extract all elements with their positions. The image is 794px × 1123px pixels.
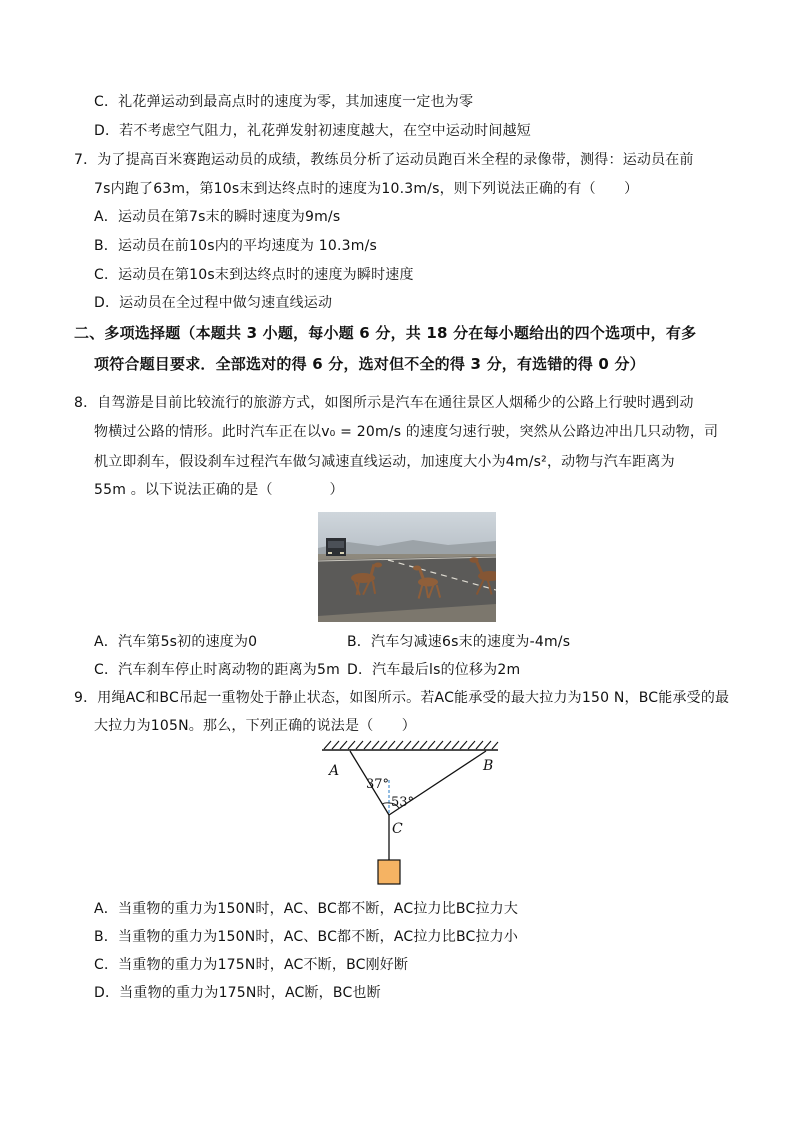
label-c: C xyxy=(392,821,403,837)
q7-option-b: B．运动员在前10s内的平均速度为 10.3m/s xyxy=(94,238,377,254)
q7-option-d: D．运动员在全过程中做匀速直线运动 xyxy=(94,295,333,311)
angle-right-label: 53° xyxy=(391,795,415,810)
q9-option-a: A．当重物的重力为150N时，AC、BC都不断，AC拉力比BC拉力大 xyxy=(94,901,519,917)
q8-option-d: D．汽车最后ls的位移为2m xyxy=(347,662,521,678)
q9-option-b: B．当重物的重力为150N时，AC、BC都不断，AC拉力比BC拉力小 xyxy=(94,929,519,945)
q8-stem-line1: 8．自驾游是目前比较流行的旅游方式，如图所示是汽车在通往景区人烟稀少的公路上行驶时遇到动 xyxy=(74,395,694,411)
q8-option-b: B．汽车匀减速6s末的速度为-4m/s xyxy=(347,634,571,650)
q7-stem-line1: 7．为了提高百米赛跑运动员的成绩，教练员分析了运动员跑百米全程的录像带，测得：运动员在前 xyxy=(74,152,694,168)
q8-road-animals-photo xyxy=(318,512,496,622)
label-b: B xyxy=(483,758,494,774)
q7-stem-line2: 7s内跑了63m，第10s末到达终点时的速度为10.3m/s，则下列说法正确的有（ ） xyxy=(94,181,639,197)
q8-option-c: C．汽车刹车停止时离动物的距离为5m xyxy=(94,662,340,678)
section2-heading-line1: 二、多项选择题（本题共 3 小题，每小题 6 分，共 18 分在每小题给出的四个选项中，有多 xyxy=(74,324,697,342)
q8-option-a: A．汽车第5s初的速度为0 xyxy=(94,634,258,650)
ceiling-hatching xyxy=(324,741,498,749)
q9-option-c: C．当重物的重力为175N时，AC不断，BC刚好断 xyxy=(94,957,409,973)
q8-stem-line2: 物横过公路的情形。此时汽车正在以v₀ = 20m/s 的速度匀速行驶，突然从公路边冲出几只动物，司 xyxy=(94,424,719,440)
q8-stem-line4: 55m 。以下说法正确的是（ ） xyxy=(94,482,344,498)
q6-option-c: C．礼花弹运动到最高点时的速度为零，其加速度一定也为零 xyxy=(94,94,474,110)
q7-option-c: C．运动员在第10s末到达终点时的速度为瞬时速度 xyxy=(94,267,414,283)
q9-option-d: D．当重物的重力为175N时，AC断，BC也断 xyxy=(94,985,381,1001)
q9-rope-diagram xyxy=(318,738,502,890)
road-scene-illustration xyxy=(318,512,496,622)
q9-stem-line1: 9．用绳AC和BC吊起一重物处于静止状态，如图所示。若AC能承受的最大拉力为150 N，BC能承受的最 xyxy=(74,690,730,706)
section2-heading-line2: 项符合题目要求．全部选对的得 6 分，选对但不全的得 3 分，有选错的得 0 分） xyxy=(94,355,645,373)
weight-block xyxy=(378,860,400,884)
q9-stem-line2: 大拉力为105N。那么，下列正确的说法是（ ） xyxy=(94,718,416,734)
q8-stem-line3: 机立即刹车，假设刹车过程汽车做匀减速直线运动，加速度大小为4m/s²，动物与汽车距离为 xyxy=(94,454,675,470)
q6-option-d: D．若不考虑空气阻力，礼花弹发射初速度越大，在空中运动时间越短 xyxy=(94,123,531,139)
label-a: A xyxy=(329,763,340,779)
angle-arc-left xyxy=(382,803,389,804)
angle-left-label: 37° xyxy=(366,777,390,792)
q7-option-a: A．运动员在第7s末的瞬时速度为9m/s xyxy=(94,209,341,225)
